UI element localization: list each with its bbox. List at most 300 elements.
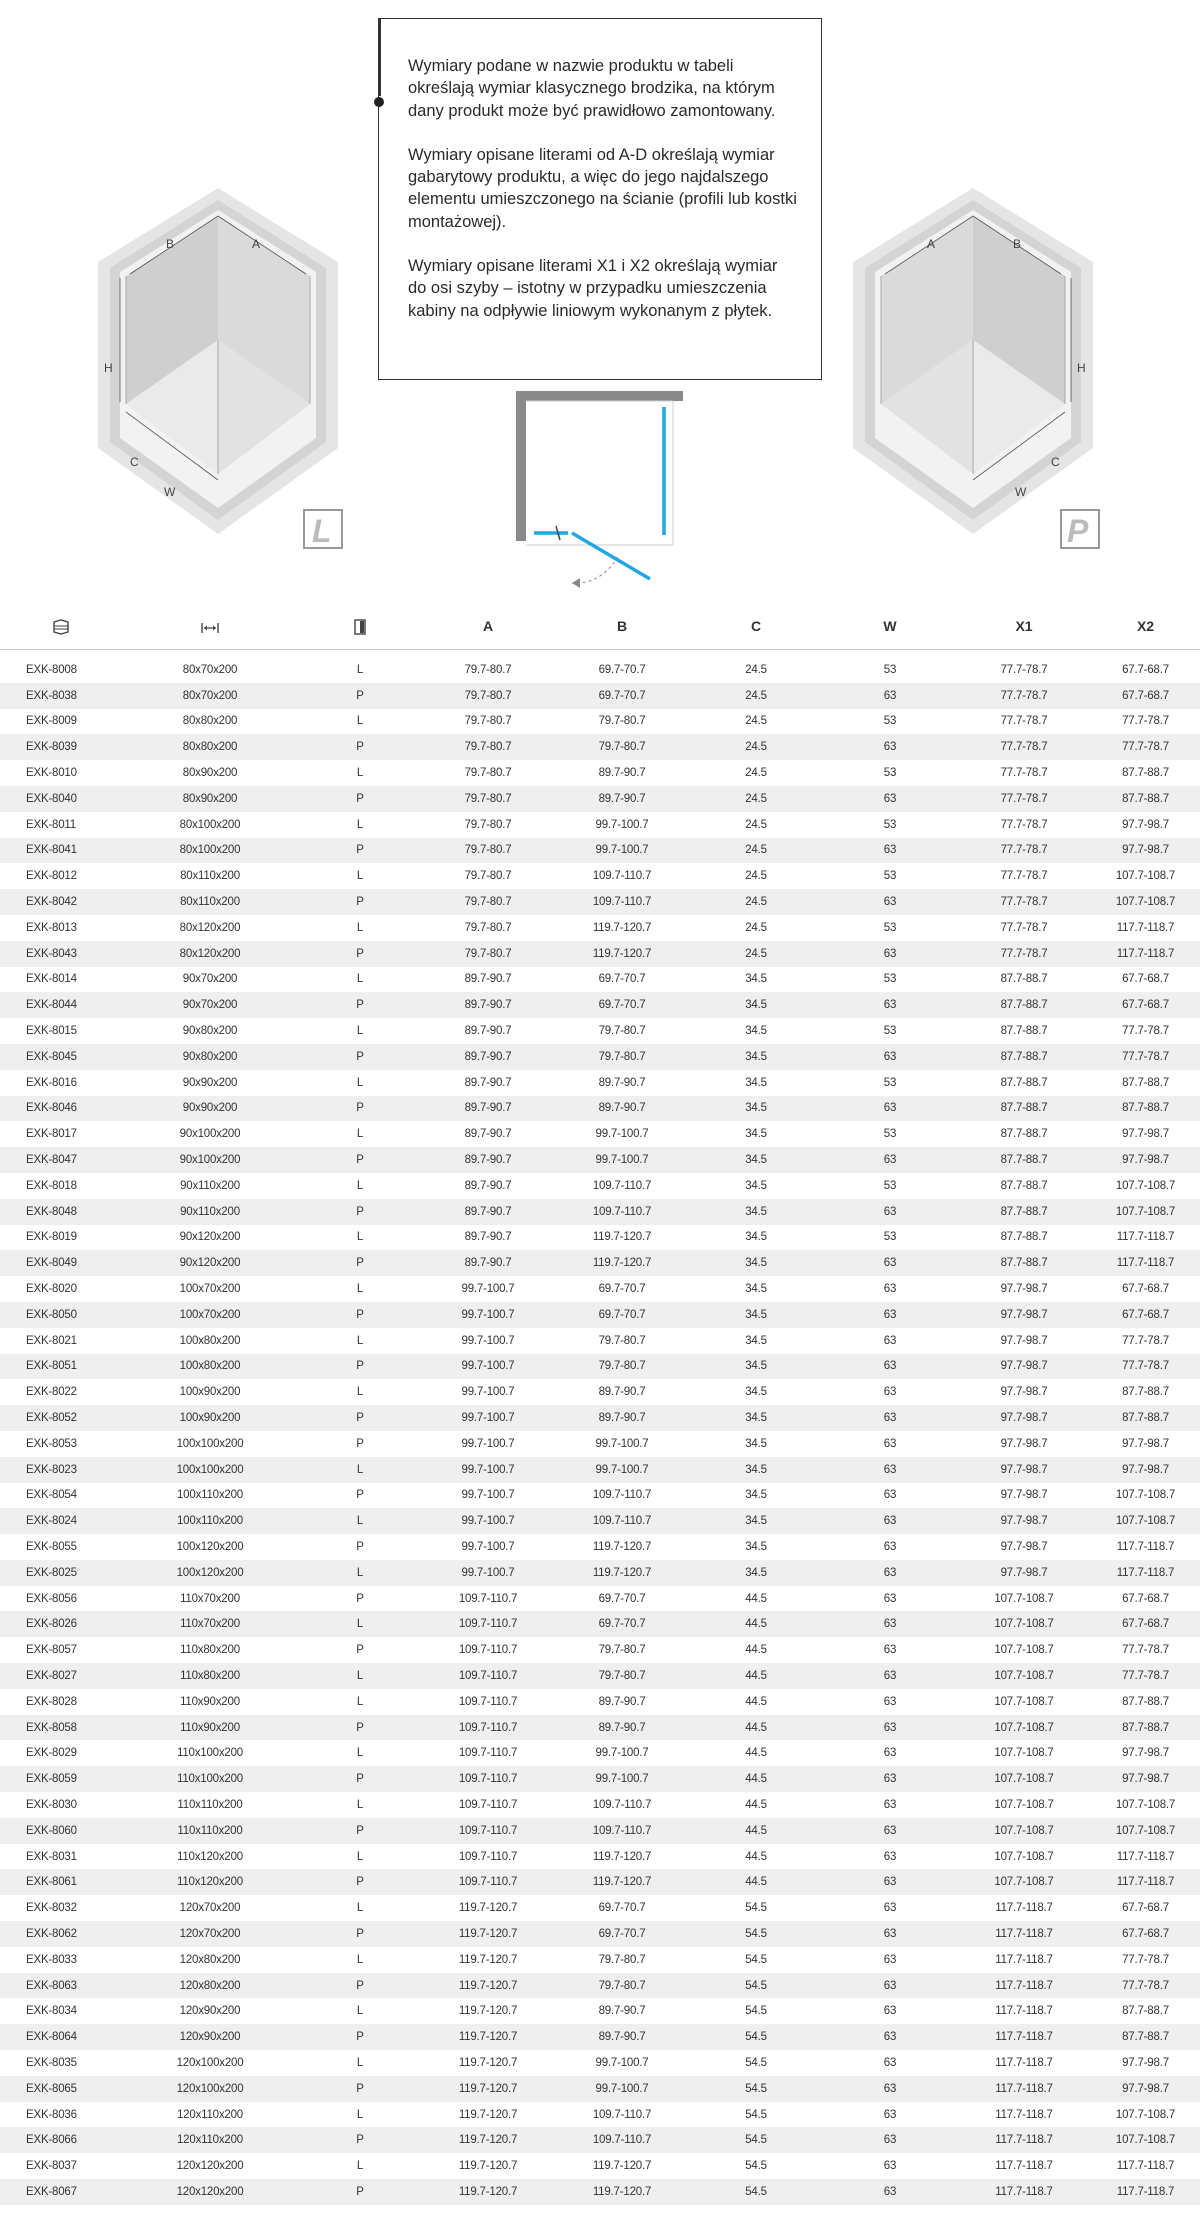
label-h: H <box>104 361 113 375</box>
table-cell: EXK-8009 <box>26 715 77 728</box>
table-cell: 97.7-98.7 <box>1122 2056 1169 2069</box>
table-cell: 99.7-100.7 <box>555 1147 689 1173</box>
table-cell: EXK-8028 <box>26 1695 77 1708</box>
table-cell: 54.5 <box>745 2160 767 2173</box>
table-cell: 77.7-78.7 <box>1122 1644 1169 1657</box>
table-cell: 34.5 <box>689 1044 823 1070</box>
table-cell: 63 <box>823 2127 957 2153</box>
table-cell: P <box>299 1044 421 1070</box>
table-cell: 69.7-70.7 <box>598 973 646 986</box>
table-cell: 100x100x200 <box>121 1457 299 1483</box>
table-cell: 24.5 <box>689 786 823 812</box>
table-cell: 63 <box>823 2179 957 2205</box>
table-cell: 89.7-90.7 <box>421 1147 555 1173</box>
table-cell: 119.7-120.7 <box>592 1540 652 1553</box>
table-row <box>0 786 1200 812</box>
table-cell: 120x70x200 <box>121 1921 299 1947</box>
table-cell: 24.5 <box>745 767 767 780</box>
table-cell: 63 <box>823 1405 957 1431</box>
table-cell: EXK-8027 <box>0 1663 121 1689</box>
table-cell: EXK-8010 <box>26 767 77 780</box>
table-row <box>0 1044 1200 1070</box>
table-cell: 44.5 <box>689 1766 823 1792</box>
table-cell: L <box>356 2108 364 2121</box>
table-cell: 109.7-110.7 <box>421 1766 555 1792</box>
header-x2: X2 <box>1091 604 1200 649</box>
table-cell: 100x100x200 <box>176 1437 244 1450</box>
table-cell: 109.7-110.7 <box>555 1199 689 1225</box>
table-cell: EXK-8017 <box>26 1128 77 1141</box>
table-cell: 89.7-90.7 <box>598 2005 646 2018</box>
table-cell: 117.7-118.7 <box>957 2179 1091 2205</box>
table-row <box>0 709 1200 735</box>
table-cell: 34.5 <box>689 1457 823 1483</box>
table-cell: 119.7-120.7 <box>458 1902 518 1915</box>
table-cell: L <box>356 767 364 780</box>
shower-enclosure-right-illustration <box>845 180 1115 560</box>
table-cell: L <box>356 1283 364 1296</box>
table-cell: EXK-8032 <box>26 1902 77 1915</box>
table-row <box>0 1534 1200 1560</box>
table-cell: 99.7-100.7 <box>555 1766 689 1792</box>
table-row <box>0 1379 1200 1405</box>
table-cell: 24.5 <box>745 921 767 934</box>
table-row <box>0 941 1200 967</box>
table-cell: 97.7-98.7 <box>957 1508 1091 1534</box>
table-cell: 109.7-110.7 <box>458 1695 518 1708</box>
table-cell: 63 <box>883 1902 897 1915</box>
table-cell: 34.5 <box>689 992 823 1018</box>
table-cell: 110x90x200 <box>121 1715 299 1741</box>
table-cell: 119.7-120.7 <box>555 1869 689 1895</box>
table-cell: 117.7-118.7 <box>957 1921 1091 1947</box>
table-cell: 53 <box>883 818 897 831</box>
table-cell: 54.5 <box>689 2024 823 2050</box>
table-cell: 63 <box>823 1354 957 1380</box>
table-cell: 107.7-108.7 <box>1091 2127 1200 2153</box>
table-cell: 89.7-90.7 <box>464 973 512 986</box>
table-cell: 44.5 <box>689 1818 823 1844</box>
table-cell: 63 <box>823 1302 957 1328</box>
table-cell: EXK-8064 <box>0 2024 121 2050</box>
table-row <box>0 967 1200 993</box>
table-cell: EXK-8026 <box>0 1611 121 1637</box>
table-cell: 97.7-98.7 <box>1091 2076 1200 2102</box>
table-cell: L <box>356 1076 364 1089</box>
table-cell: EXK-8050 <box>0 1302 121 1328</box>
table-cell: EXK-8053 <box>26 1437 77 1450</box>
table-row <box>0 1302 1200 1328</box>
table-row <box>0 734 1200 760</box>
table-cell: 63 <box>823 786 957 812</box>
table-cell: L <box>299 1457 421 1483</box>
table-row <box>0 2076 1200 2102</box>
table-cell: 119.7-120.7 <box>555 1560 689 1586</box>
table-cell: 53 <box>883 663 897 676</box>
table-row <box>0 812 1200 838</box>
table-cell: 79.7-80.7 <box>421 786 555 812</box>
table-cell: 107.7-108.7 <box>957 1715 1091 1741</box>
table-row <box>0 1199 1200 1225</box>
table-row <box>0 1457 1200 1483</box>
table-cell: 87.7-88.7 <box>1122 1695 1169 1708</box>
table-cell: 69.7-70.7 <box>598 663 646 676</box>
note-marker-dot <box>374 97 384 107</box>
table-cell: 24.5 <box>745 715 767 728</box>
table-cell: P <box>299 2179 421 2205</box>
table-row <box>0 1637 1200 1663</box>
table-cell: 54.5 <box>689 2179 823 2205</box>
table-cell: 77.7-78.7 <box>1000 663 1048 676</box>
table-cell: P <box>299 1302 421 1328</box>
table-cell: 99.7-100.7 <box>461 1540 515 1553</box>
table-cell: 89.7-90.7 <box>598 1695 646 1708</box>
table-cell: 89.7-90.7 <box>421 1044 555 1070</box>
table-cell: 77.7-78.7 <box>1091 1973 1200 1999</box>
table-cell: 24.5 <box>745 663 767 676</box>
table-cell: 53 <box>883 1231 897 1244</box>
width-arrows-icon <box>201 622 219 634</box>
table-cell: 107.7-108.7 <box>1115 2108 1176 2121</box>
table-cell: 77.7-78.7 <box>957 941 1091 967</box>
table-cell: 53 <box>883 1076 897 1089</box>
table-cell: EXK-8031 <box>26 1850 77 1863</box>
table-cell: P <box>299 1354 421 1380</box>
table-cell: 120x90x200 <box>179 2005 241 2018</box>
table-cell: 87.7-88.7 <box>1122 2005 1169 2018</box>
table-cell: 44.5 <box>689 1663 823 1689</box>
table-cell: 87.7-88.7 <box>1091 1715 1200 1741</box>
table-cell: 67.7-68.7 <box>1091 1921 1200 1947</box>
table-row <box>0 2179 1200 2205</box>
table-cell: 107.7-108.7 <box>994 1747 1054 1760</box>
table-cell: 119.7-120.7 <box>421 2127 555 2153</box>
table-cell: P <box>299 1250 421 1276</box>
header-w: W <box>823 604 957 649</box>
table-row <box>0 1328 1200 1354</box>
table-cell: 110x120x200 <box>121 1869 299 1895</box>
table-cell: 99.7-100.7 <box>595 1747 649 1760</box>
table-cell: EXK-8062 <box>0 1921 121 1947</box>
table-cell: 97.7-98.7 <box>1091 1766 1200 1792</box>
table-cell: EXK-8011 <box>26 818 76 831</box>
table-cell: 99.7-100.7 <box>595 2056 649 2069</box>
table-cell: P <box>299 1199 421 1225</box>
table-cell: 100x70x200 <box>179 1283 241 1296</box>
table-cell: L <box>356 1128 364 1141</box>
table-cell: EXK-8039 <box>0 734 121 760</box>
table-cell: 67.7-68.7 <box>1091 992 1200 1018</box>
table-cell: L <box>356 1179 364 1192</box>
table-cell: L <box>356 663 364 676</box>
table-cell: 89.7-90.7 <box>555 2024 689 2050</box>
table-cell: 53 <box>883 767 897 780</box>
table-cell: EXK-8052 <box>0 1405 121 1431</box>
table-cell: EXK-8016 <box>26 1076 77 1089</box>
table-row <box>0 2050 1200 2076</box>
table-cell: L <box>356 1025 364 1038</box>
table-cell: 44.5 <box>745 1850 767 1863</box>
table-cell: 79.7-80.7 <box>464 715 512 728</box>
table-cell: EXK-8030 <box>26 1798 77 1811</box>
table-cell: EXK-8034 <box>26 2005 77 2018</box>
table-row <box>0 1276 1200 1302</box>
table-cell: 97.7-98.7 <box>957 1457 1091 1483</box>
table-cell: 119.7-120.7 <box>421 1973 555 1999</box>
table-cell: 117.7-118.7 <box>1091 941 1200 967</box>
table-cell: 117.7-118.7 <box>957 2024 1091 2050</box>
table-cell: 107.7-108.7 <box>1091 889 1200 915</box>
table-cell: EXK-8058 <box>0 1715 121 1741</box>
table-cell: 77.7-78.7 <box>1122 1025 1169 1038</box>
table-cell: P <box>299 734 421 760</box>
table-cell: 67.7-68.7 <box>1091 683 1200 709</box>
table-cell: 77.7-78.7 <box>1091 1663 1200 1689</box>
table-cell: 99.7-100.7 <box>555 1457 689 1483</box>
table-cell: 97.7-98.7 <box>957 1560 1091 1586</box>
table-cell: 89.7-90.7 <box>555 1096 689 1122</box>
table-cell: 89.7-90.7 <box>555 1405 689 1431</box>
table-cell: 63 <box>823 1766 957 1792</box>
table-cell: P <box>299 1869 421 1895</box>
table-cell: 110x100x200 <box>121 1766 299 1792</box>
table-cell: 80x90x200 <box>121 786 299 812</box>
table-cell: EXK-8046 <box>0 1096 121 1122</box>
table-cell: 89.7-90.7 <box>598 1076 646 1089</box>
table-row <box>0 1250 1200 1276</box>
table-cell: 90x110x200 <box>121 1199 299 1225</box>
table-cell: 119.7-120.7 <box>555 2179 689 2205</box>
table-cell: 90x120x200 <box>179 1231 241 1244</box>
table-cell: 44.5 <box>745 1695 767 1708</box>
table-cell: P <box>299 1405 421 1431</box>
table-cell: 34.5 <box>689 1405 823 1431</box>
table-cell: 117.7-118.7 <box>1091 1250 1200 1276</box>
table-cell: EXK-8021 <box>26 1334 77 1347</box>
table-row <box>0 1895 1200 1921</box>
table-cell: 24.5 <box>745 870 767 883</box>
table-row <box>0 1225 1200 1251</box>
table-cell: 80x80x200 <box>121 734 299 760</box>
header-size <box>121 604 299 649</box>
table-cell: 53 <box>883 1025 897 1038</box>
table-cell: P <box>299 1818 421 1844</box>
table-cell: L <box>356 715 364 728</box>
table-cell: 79.7-80.7 <box>555 1044 689 1070</box>
table-cell: 69.7-70.7 <box>555 1921 689 1947</box>
header-x1: X1 <box>957 604 1091 649</box>
table-cell: L <box>356 1850 364 1863</box>
table-cell: 107.7-108.7 <box>957 1766 1091 1792</box>
table-cell: 63 <box>883 1334 897 1347</box>
table-cell: 87.7-88.7 <box>1000 1231 1048 1244</box>
table-cell: 63 <box>883 1953 897 1966</box>
table-cell: 119.7-120.7 <box>421 1921 555 1947</box>
table-cell: 99.7-100.7 <box>421 1457 555 1483</box>
table-cell: P <box>299 941 421 967</box>
table-cell: 119.7-120.7 <box>592 1850 652 1863</box>
table-cell: 97.7-98.7 <box>1122 818 1169 831</box>
table-cell: 79.7-80.7 <box>464 921 512 934</box>
table-cell: 107.7-108.7 <box>957 1663 1091 1689</box>
table-cell: L <box>299 1663 421 1689</box>
table-cell: 69.7-70.7 <box>598 1902 646 1915</box>
table-cell: 63 <box>823 1044 957 1070</box>
table-cell: 34.5 <box>689 1199 823 1225</box>
table-cell: 87.7-88.7 <box>1000 973 1048 986</box>
table-cell: 67.7-68.7 <box>1091 1302 1200 1328</box>
table-cell: 44.5 <box>745 1644 767 1657</box>
table-cell: P <box>299 1715 421 1741</box>
table-cell: 117.7-118.7 <box>995 2005 1053 2018</box>
table-cell: 63 <box>823 1199 957 1225</box>
table-cell: 44.5 <box>689 1869 823 1895</box>
table-cell: 79.7-80.7 <box>555 1354 689 1380</box>
table-cell: 89.7-90.7 <box>421 1096 555 1122</box>
table-cell: 63 <box>823 1973 957 1999</box>
table-cell: 54.5 <box>745 2056 767 2069</box>
table-cell: 97.7-98.7 <box>1122 1747 1169 1760</box>
table-cell: L <box>356 2056 364 2069</box>
table-cell: 44.5 <box>745 1747 767 1760</box>
table-cell: 110x80x200 <box>180 1644 240 1657</box>
table-cell: 87.7-88.7 <box>1122 1386 1169 1399</box>
table-cell: 77.7-78.7 <box>1122 1334 1169 1347</box>
table-cell: 109.7-110.7 <box>555 889 689 915</box>
table-cell: 63 <box>823 838 957 864</box>
table-cell: 53 <box>883 973 897 986</box>
table-cell: 87.7-88.7 <box>1091 1096 1200 1122</box>
table-cell: EXK-8063 <box>0 1973 121 1999</box>
table-cell: 110x70x200 <box>121 1611 299 1637</box>
table-cell: EXK-8065 <box>0 2076 121 2102</box>
table-cell: L <box>356 1695 364 1708</box>
table-cell: 97.7-98.7 <box>1000 1437 1048 1450</box>
table-cell: 63 <box>823 2076 957 2102</box>
table-cell: P <box>299 992 421 1018</box>
table-row <box>0 1018 1200 1044</box>
table-cell: 63 <box>823 1869 957 1895</box>
table-cell: 97.7-98.7 <box>1000 1334 1048 1347</box>
table-cell: 63 <box>823 1611 957 1637</box>
table-cell: 97.7-98.7 <box>1122 1437 1169 1450</box>
table-cell: 67.7-68.7 <box>1122 1592 1169 1605</box>
table-cell: 120x110x200 <box>121 2127 299 2153</box>
table-cell: P <box>356 1437 364 1450</box>
table-cell: 90x90x200 <box>121 1096 299 1122</box>
table-cell: EXK-8019 <box>26 1231 77 1244</box>
table-row <box>0 2153 1200 2179</box>
table-cell: 63 <box>823 1715 957 1741</box>
table-cell: 53 <box>883 715 897 728</box>
table-cell: 99.7-100.7 <box>555 838 689 864</box>
table-cell: 110x110x200 <box>177 1798 243 1811</box>
table-cell: P <box>299 1921 421 1947</box>
table-cell: 79.7-80.7 <box>464 767 512 780</box>
table-cell: 99.7-100.7 <box>461 1489 515 1502</box>
table-row <box>0 992 1200 1018</box>
table-cell: 80x120x200 <box>179 921 241 934</box>
table-cell: 97.7-98.7 <box>1091 838 1200 864</box>
table-cell: P <box>299 2076 421 2102</box>
table-cell: 69.7-70.7 <box>555 1611 689 1637</box>
table-cell: 63 <box>883 1695 897 1708</box>
table-row <box>0 1921 1200 1947</box>
table-cell: 80x110x200 <box>180 870 240 883</box>
table-cell: 100x120x200 <box>121 1560 299 1586</box>
table-cell: 97.7-98.7 <box>1000 1283 1048 1296</box>
table-cell: 99.7-100.7 <box>421 1508 555 1534</box>
table-cell: P <box>299 1766 421 1792</box>
table-cell: 63 <box>883 1850 897 1863</box>
table-cell: 80x100x200 <box>121 838 299 864</box>
table-cell: 97.7-98.7 <box>1091 1457 1200 1483</box>
table-row <box>0 1973 1200 1999</box>
catalog-icon <box>52 619 70 635</box>
table-cell: P <box>299 838 421 864</box>
table-cell: 80x90x200 <box>182 767 238 780</box>
table-cell: 79.7-80.7 <box>421 683 555 709</box>
table-cell: 77.7-78.7 <box>1122 715 1169 728</box>
table-row <box>0 889 1200 915</box>
table-cell: EXK-8012 <box>26 870 77 883</box>
table-cell: 109.7-110.7 <box>458 1747 518 1760</box>
table-cell: EXK-8049 <box>0 1250 121 1276</box>
table-cell: EXK-8018 <box>26 1179 77 1192</box>
table-cell: 80x120x200 <box>121 941 299 967</box>
table-cell: 79.7-80.7 <box>598 1334 646 1347</box>
table-cell: 99.7-100.7 <box>461 1283 515 1296</box>
table-cell: L <box>356 1798 364 1811</box>
table-cell: 87.7-88.7 <box>1091 1405 1200 1431</box>
table-cell: 117.7-118.7 <box>995 1902 1053 1915</box>
table-cell: 107.7-108.7 <box>994 1850 1054 1863</box>
table-cell: 109.7-110.7 <box>592 870 652 883</box>
table-row <box>0 1096 1200 1122</box>
table-cell: 110x90x200 <box>180 1695 240 1708</box>
table-row <box>0 1844 1200 1870</box>
table-cell: 120x70x200 <box>179 1902 241 1915</box>
table-cell: 99.7-100.7 <box>421 1405 555 1431</box>
table-cell: 90x80x200 <box>182 1025 238 1038</box>
table-row <box>0 1173 1200 1199</box>
table-row <box>0 657 1200 683</box>
table-cell: 63 <box>823 889 957 915</box>
table-cell: 54.5 <box>745 2108 767 2121</box>
table-cell: 63 <box>883 1798 897 1811</box>
table-cell: L <box>356 870 364 883</box>
table-cell: 63 <box>823 1818 957 1844</box>
table-cell: 97.7-98.7 <box>1091 1147 1200 1173</box>
table-cell: EXK-8060 <box>0 1818 121 1844</box>
table-cell: 109.7-110.7 <box>592 1179 652 1192</box>
table-cell: EXK-8054 <box>26 1489 77 1502</box>
table-cell: EXK-8040 <box>0 786 121 812</box>
table-cell: 120x80x200 <box>121 1973 299 1999</box>
table-cell: 63 <box>883 1747 897 1760</box>
table-cell: 99.7-100.7 <box>555 2076 689 2102</box>
table-cell: 97.7-98.7 <box>957 1354 1091 1380</box>
table-cell: 90x110x200 <box>180 1179 240 1192</box>
table-cell: L <box>356 973 364 986</box>
table-row <box>0 1586 1200 1612</box>
table-row <box>0 1869 1200 1895</box>
table-cell: 34.5 <box>745 1437 767 1450</box>
header-side <box>299 604 421 649</box>
table-row <box>0 838 1200 864</box>
table-cell: 119.7-120.7 <box>458 2056 518 2069</box>
table-cell: 67.7-68.7 <box>1122 1902 1169 1915</box>
